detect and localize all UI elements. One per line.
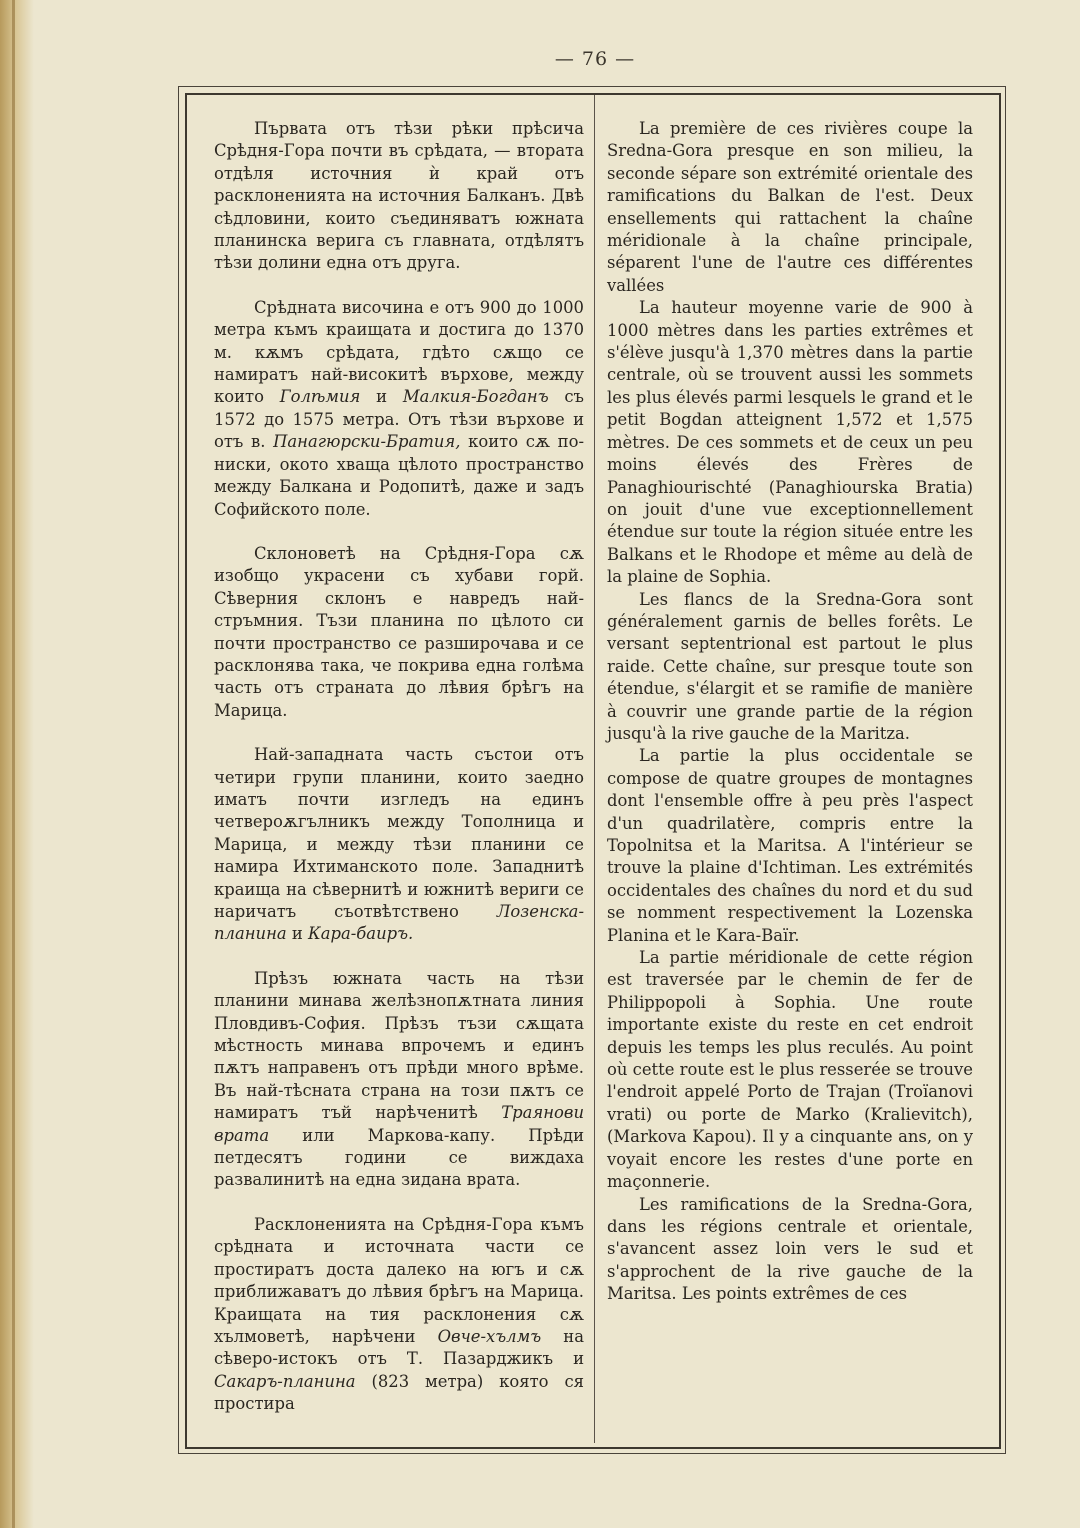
french-paragraph-2: La hauteur moyenne varie de 900 à 1000 mètres dans les parties extrêmes et s'élève jusqu'à 1,370 mètres dans la partie centrale, où se trouvent aussi les sommets les plus élevés parmi lesquels le grand et le petit Bogdan atteignent 1,572 et 1,575 mètres. De ces sommets et de ceux un peu moins élevés des Frères de Panaghiourischté (Panaghiourska Bratia) on jouit d'une vue exceptionnellement étendue sur toute la région située entre les Balkans et le Rhodope et même au delà de la plaine de Sophia. bbox=[607, 298, 973, 587]
column-divider bbox=[594, 95, 595, 1443]
bulgarian-paragraph-2: Срѣдната височина е отъ 900 до 1000 метра къмъ краищата и достига до 1370 м. кѫмъ срѣдата, гдѣто сѫщо се намиратъ най-високитѣ върхове, между които Голѣмия и Малкия-Богданъ съ 1572 до 1575 метра. Отъ тѣзи върхове и отъ в. Панагюрски-Братия, които сѫ по-ниски, окото хваща цѣлото пространство между Балкана и Родопитѣ, даже и задъ Софийското поле. bbox=[214, 297, 584, 519]
bulgarian-paragraph-5: Прѣзъ южната часть на тѣзи планини минава желѣзнопѫтната линия Пловдивъ-София. Прѣзъ тъзи сѫщата мѣстность минава впрочемъ и единъ пѫтъ направенъ отъ прѣди много врѣме. Въ най-тѣсната страна на този пѫтъ се намиратъ тъй нарѣченитѣ Траянови врата или Маркова-капу. Прѣди петдесятъ години се виждаха развалинитѣ на една зидана врата. bbox=[214, 968, 584, 1190]
french-paragraph-5: La partie méridionale de cette région est traversée par le chemin de fer de Philippopoli à Sophia. Une route importante existe du reste en cet endroit depuis les temps les plus reculés. Au point où cette route est le plus resserée se trouve l'endroit appelé Porto de Trajan (Troïanovi vrati) ou porte de Marko (Kralievitch), (Markova Kapou). Il y a cinquante ans, on y voyait encore les restes d'une porte en maçonnerie. bbox=[607, 948, 973, 1192]
french-paragraph-6: Les ramifications de la Sredna-Gora, dans les régions centrale et orientale, s'avancent assez loin vers le sud et s'approchent de la rive gauche de la Maritsa. Les points extrêmes de ces bbox=[607, 1194, 973, 1304]
bulgarian-paragraph-1: Първата отъ тѣзи рѣки прѣсича Срѣдня-Гора почти въ срѣдата, — втората отдѣля источния ѝ край отъ расклоненията на источния Балканъ. Двѣ сѣдловини, които съединяватъ южната планинска верига съ главната, отдѣлятъ тѣзи долини една отъ друга. bbox=[214, 119, 584, 273]
french-paragraph-4: La partie la plus occidentale se compose de quatre groupes de montagnes dont l'ensemble offre à peu près l'aspect d'un quadrilatère, compris entre la Topolnitsa et la Maritsa. A l'intérieur se trouve la plaine d'Ichtiman. Les extrémités occidentales des chaînes du nord et du sud se nomment respectivement la Lozenska Planina et le Kara-Baïr. bbox=[607, 746, 973, 945]
book-spine-shadow bbox=[0, 0, 34, 1528]
binding-edge bbox=[12, 0, 15, 1528]
french-paragraph-3: Les flancs de la Sredna-Gora sont généralement garnis de belles forêts. Le versant septentrional est partout le plus raide. Cette chaîne, sur presque toute son étendue, s'élargit et se ramifie de manière à couvrir une grande partie de la région jusqu'à la rive gauche de la Maritza. bbox=[607, 589, 973, 743]
bulgarian-column bbox=[214, 118, 584, 1416]
french-paragraph-1: La première de ces rivières coupe la Sredna-Gora presque en son milieu, la seconde sépare son extrémité orientale des ramifications du Balkan de l'est. Deux ensellements qui rattachent la chaîne méridionale à la chaîne principale, séparent l'une de l'autre ces différentes vallées bbox=[607, 119, 973, 295]
bulgarian-paragraph-4: Най-западната часть състои отъ четири групи планини, които заедно иматъ почти изгледъ на единъ четвероѫгълникъ между Тополница и Марица, и между тѣзи планини се намира Ихтиманското поле. Западнитѣ краища на сѣвернитѣ и южнитѣ вериги се наричатъ съотвѣтствено Лозенска-планина и Кара-баиръ. bbox=[214, 745, 584, 944]
french-column bbox=[607, 118, 973, 1306]
page-number: — 76 — bbox=[554, 48, 636, 70]
bulgarian-paragraph-6: Расклоненията на Срѣдня-Гора къмъ срѣдната и источната части се простиратъ доста далеко на югъ и сѫ приближаватъ до лѣвия брѣгъ на Марица. Краищата на тия расклонения сѫ хълмоветѣ, нарѣчени Овче-хълмъ на сѣверо-истокъ отъ Т. Пазарджикъ и Сакаръ-планина (823 метра) която ся простира bbox=[214, 1214, 584, 1414]
bulgarian-paragraph-3: Склоноветѣ на Срѣдня-Гора сѫ изобщо украсени съ хубави горй. Сѣверния склонъ е навредъ най-стръмния. Тъзи планина по цѣлото си почти пространство се разширочава и се расклонява така, че покрива една голѣма часть отъ страната до лѣвия брѣгъ на Марица. bbox=[214, 543, 584, 720]
